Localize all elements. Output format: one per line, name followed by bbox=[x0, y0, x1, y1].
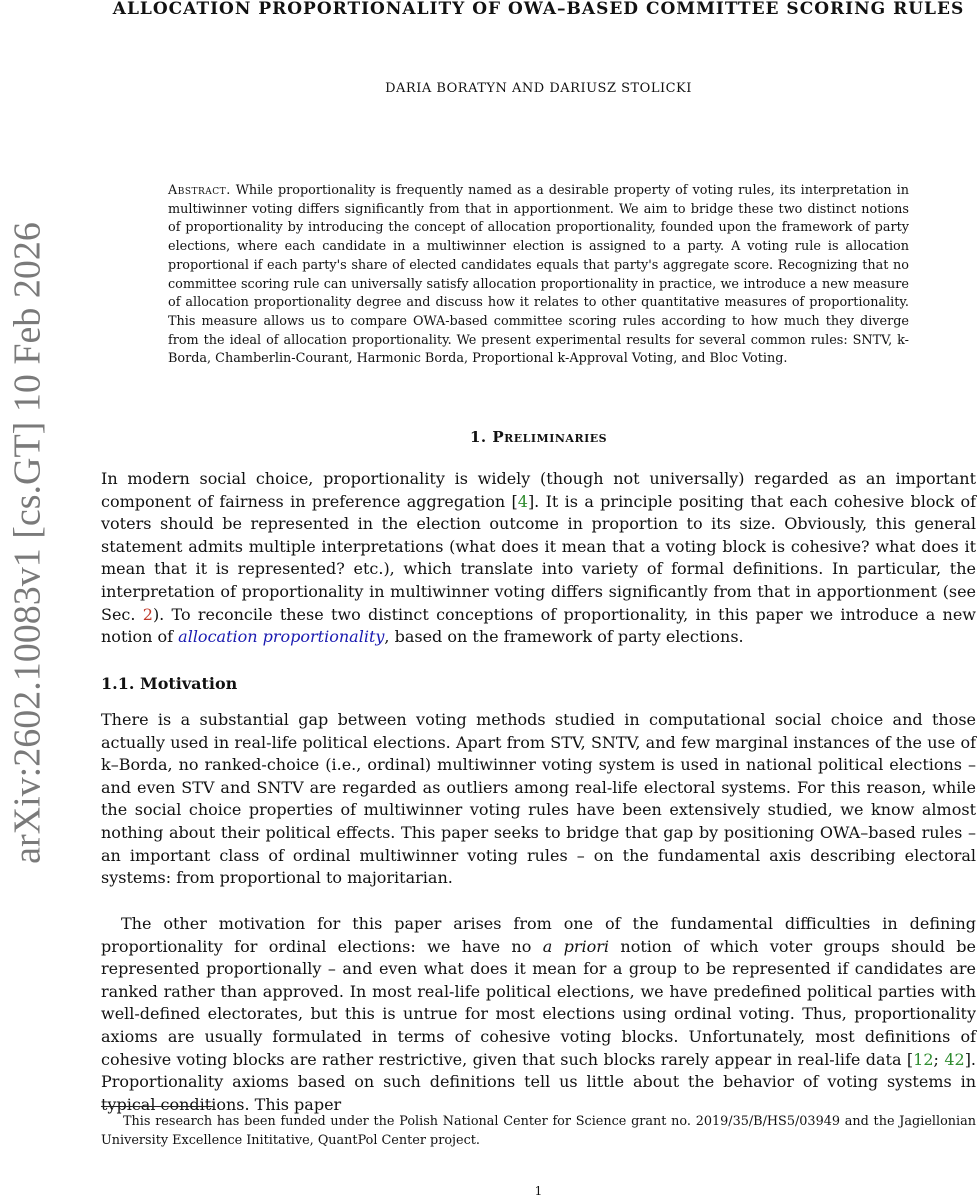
page-number: 1 bbox=[534, 1184, 543, 1198]
paragraph-motivation-2 bbox=[101, 913, 976, 1116]
paper-title: ALLOCATION PROPORTIONALITY OF OWA–BASED COMMITTEE SCORING RULES bbox=[112, 0, 965, 19]
citation-link[interactable]: 42 bbox=[944, 1049, 965, 1069]
section-heading-preliminaries bbox=[100, 428, 977, 446]
paragraph-text: ]. It is a principle positing that each cohesive block of voters should be represented in the election outcome in proportion to its size. Obviously, this general statement admits multiple interpretations (what does it mean that a voting block is cohesive? what does it mean that it is represented? etc.), which translate into variety of formal definitions. In particular, the interpretation of proportionality in multiwinner voting differs significantly from that in apportionment (see Sec. bbox=[101, 491, 977, 624]
paragraph-text: The other motivation for this paper arises from one of the fundamental difficulties in defining proportionality for ordinal elections: we have no bbox=[101, 914, 976, 956]
author-list: DARIA BORATYN AND DARIUSZ STOLICKI bbox=[385, 81, 692, 96]
paragraph-text: notion of which voter groups should be represented proportionally – and even what does it mean for a group to be represented if candidates are ranked rather than approved. In most real-life political elections, we have predefined political parties with well-defined electorates, but this is untrue for most elections using ordinal voting. Thus, proportionality axioms are usually formulated in terms of cohesive voting blocks. Unfortunately, most definitions of cohesive voting blocks are rather restrictive, given that such blocks rarely appear in real-life data [ bbox=[101, 936, 977, 1069]
paragraph-text: ). To reconcile these two distinct conceptions of proportionality, in this paper we introduce a new notion of bbox=[101, 604, 976, 647]
abstract-text: While proportionality is frequently named as a desirable property of voting rules, its interpretation in multiwinner voting differs significantly from that in apportionment. We aim to bridge these two distinct notions of proportionality by introducing the concept of allocation proportionality, founded upon the framework of party elections, where each candidate in a multiwinner election is assigned to a party. A voting rule is allocation proportional if each party's share of elected candidates equals that party's aggregate score. Recognizing that no committee scoring rule can universally satisfy allocation proportionality in practice, we introduce a new measure of allocation proportionality degree and discuss how it relates to other quantitative measures of proportionality. This measure allows us to compare OWA-based committee scoring rules according to how much they diverge from the ideal of allocation proportionality. We present experimental results for several common rules: SNTV, k-Borda, Chamberlin-Courant, Harmonic Borda, Proportional k-Approval Voting, and Bloc Voting. bbox=[168, 183, 909, 367]
citation-link[interactable]: 4 bbox=[517, 491, 528, 511]
abstract bbox=[168, 182, 909, 369]
arxiv-identifier-stamp bbox=[0, 200, 55, 905]
definition-link[interactable]: allocation proportionality bbox=[178, 627, 385, 647]
emphasis-text: a priori bbox=[542, 936, 610, 956]
footnote-divider bbox=[101, 1106, 213, 1107]
funding-footnote: This research has been funded under the Polish National Center for Science grant no. 2019/35/B/HS5/03949 and the Jagiellonian University Excellence Inititative, QuantPol Center project. bbox=[101, 1114, 976, 1148]
section-number: 1. bbox=[469, 428, 487, 446]
subsection-title: Motivation bbox=[139, 674, 238, 693]
paragraph-motivation-1: There is a substantial gap between voting methods studied in computational social choice and those actually used in real-life political elections. Apart from STV, SNTV, and few marginal instances of the use of k–Borda, no ranked-choice (i.e., ordinal) multiwinner voting system is used in national political elections – and even STV and SNTV are regarded as outliers among real-life electoral systems. For this reason, while the social choice properties of multiwinner voting rules have been extensively studied, we know almost nothing about their political effects. This paper seeks to bridge that gap by positioning OWA–based rules – an important class of ordinal multiwinner voting rules – on the fundamental axis describing electoral systems: from proportional to majoritarian. bbox=[101, 710, 976, 888]
citation-link[interactable]: 12 bbox=[913, 1049, 934, 1069]
arxiv-identifier-text: arXiv:2602.10083v1 [cs.GT] 10 Feb 2026 bbox=[6, 222, 49, 864]
subsection-heading-motivation bbox=[101, 674, 237, 693]
subsection-number: 1.1. bbox=[101, 674, 135, 693]
paragraph-text: In modern social choice, proportionality is widely (though not universally) regarded as an important component of fairness in preference aggregation [ bbox=[101, 469, 976, 511]
section-title: Preliminaries bbox=[492, 428, 608, 446]
citation-separator: ; bbox=[933, 1049, 945, 1069]
paragraph-text: , based on the framework of party elections. bbox=[384, 627, 744, 647]
paragraph-text: ]. Proportionality axioms based on such definitions tell us little about the behavior of voting systems in typical conditions. This paper bbox=[101, 1049, 977, 1114]
abstract-label: Abstract. bbox=[168, 183, 231, 198]
paragraph-preliminaries bbox=[101, 468, 976, 649]
section-reference-link[interactable]: 2 bbox=[142, 604, 153, 624]
